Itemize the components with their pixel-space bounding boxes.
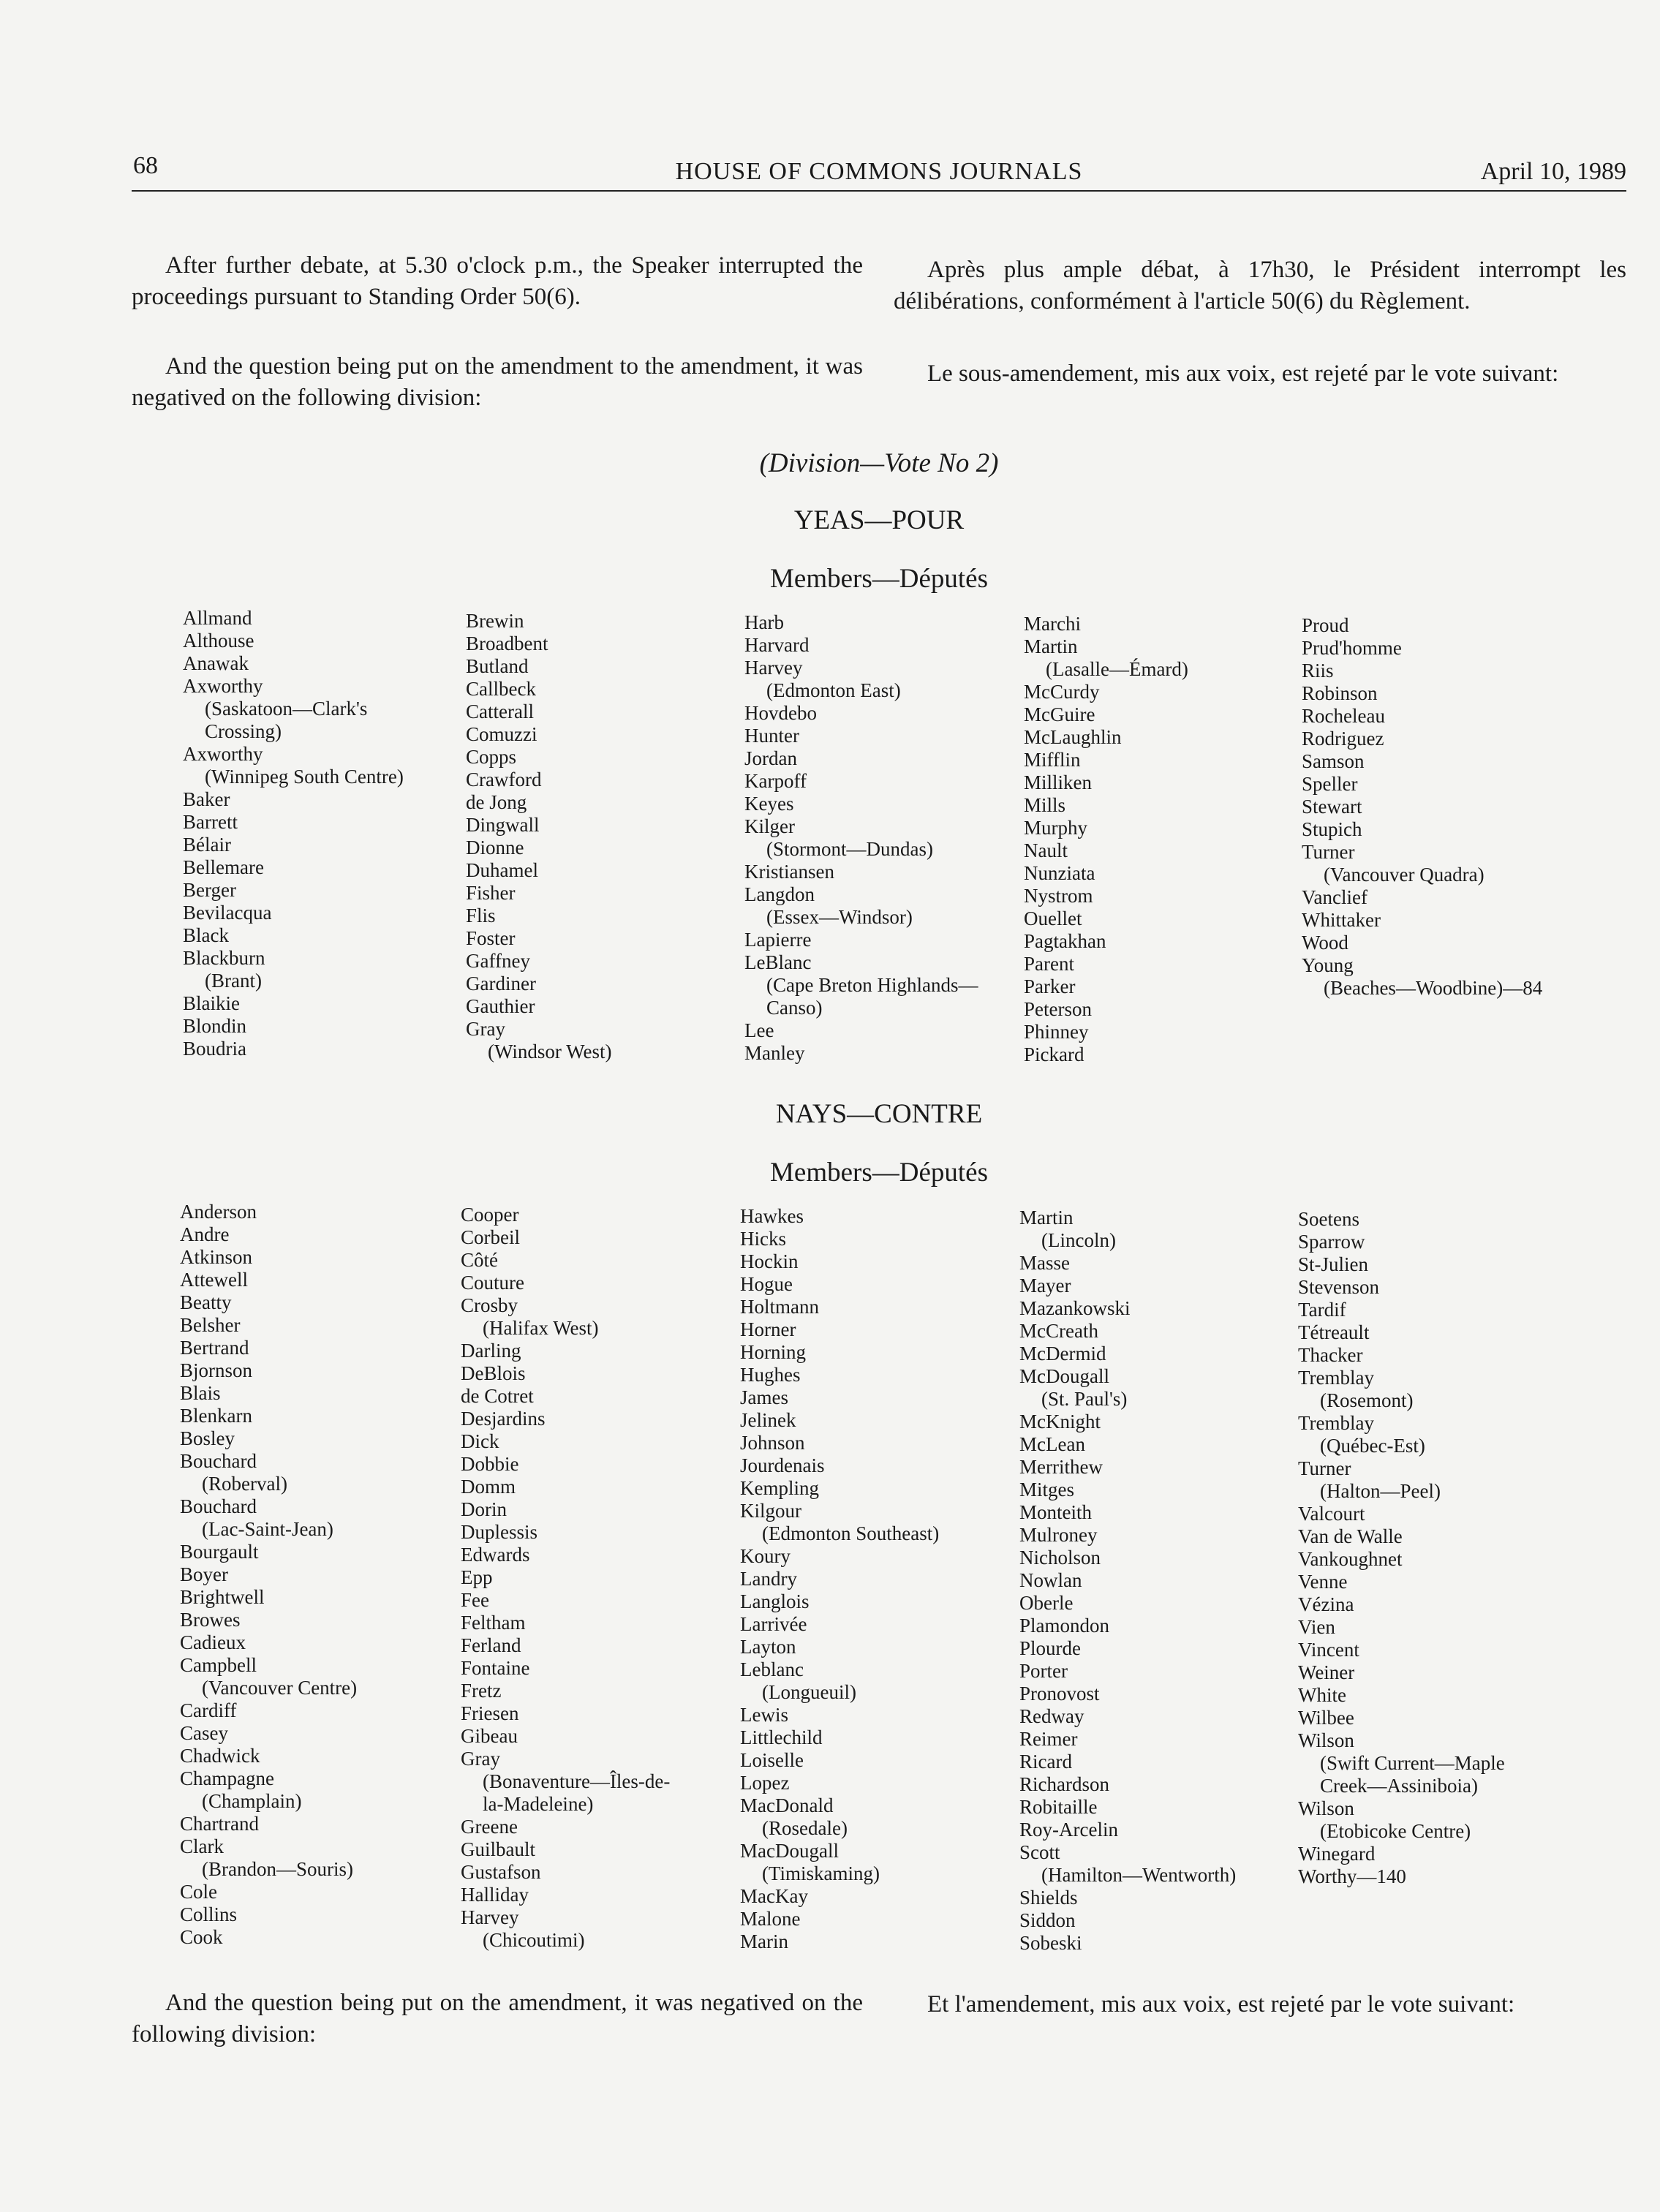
member-name: Jordan	[744, 747, 797, 769]
member-name: Mitges	[1019, 1479, 1075, 1501]
member-riding: (Stormont—Dundas)	[766, 838, 933, 860]
member-name: Jelinek	[740, 1409, 796, 1431]
member-name: Lapierre	[744, 929, 812, 951]
member-name: Horning	[740, 1341, 806, 1363]
member-name: Hogue	[740, 1273, 793, 1295]
member-name: Nault	[1024, 839, 1068, 861]
member-name: Cadieux	[180, 1631, 246, 1653]
member-name: McCreath	[1019, 1320, 1098, 1342]
member-name: Fontaine	[461, 1657, 530, 1679]
member-name: Keyes	[744, 793, 794, 815]
member-name: Collins	[180, 1903, 238, 1925]
member-name: Vincent	[1298, 1639, 1359, 1661]
member-name: Harvey	[461, 1906, 519, 1928]
member-name: Richardson	[1019, 1773, 1109, 1795]
member-name: Langlois	[740, 1590, 810, 1612]
member-name: McDougall	[1019, 1365, 1109, 1387]
member-name: Sparrow	[1298, 1231, 1365, 1253]
paragraph-en-amendment: And the question being put on the amendment, it was negatived on the following division:	[132, 1990, 863, 2047]
member-name: Gauthier	[466, 995, 535, 1017]
member-name: Broadbent	[466, 633, 548, 654]
member-name: Whittaker	[1302, 909, 1381, 931]
member-name: Langdon	[744, 883, 815, 905]
member-name: Venne	[1298, 1571, 1348, 1593]
member-name: Gustafson	[461, 1861, 541, 1883]
member-riding: Crossing)	[205, 720, 282, 742]
member-name: Axworthy	[183, 675, 263, 697]
member-riding: (Brant)	[205, 970, 262, 992]
member-name: Blenkarn	[180, 1405, 252, 1427]
member-name: Hicks	[740, 1228, 786, 1250]
member-name: Greene	[461, 1816, 518, 1838]
member-name: Mazankowski	[1019, 1297, 1131, 1319]
member-name: Manley	[744, 1042, 805, 1064]
member-name: White	[1298, 1684, 1346, 1706]
nays-column-4	[1019, 1207, 1236, 1955]
member-name: Pickard	[1024, 1043, 1084, 1065]
member-name: Riis	[1302, 660, 1334, 682]
member-name: Kilgour	[740, 1500, 801, 1522]
page-header	[132, 152, 1626, 192]
yeas-column-1	[183, 607, 404, 1060]
member-name: James	[740, 1386, 788, 1408]
member-name: Bouchard	[180, 1495, 257, 1517]
member-name: Redway	[1019, 1705, 1084, 1727]
member-name: Proud	[1302, 614, 1349, 636]
member-name: Merrithew	[1019, 1456, 1103, 1478]
member-name: Tremblay	[1298, 1412, 1375, 1434]
member-name: Côté	[461, 1249, 498, 1271]
member-name: Mayer	[1019, 1275, 1071, 1296]
yeas-column-4	[1024, 613, 1188, 1066]
member-riding: (Lincoln)	[1041, 1229, 1116, 1251]
member-name: Kristiansen	[744, 861, 834, 883]
member-name: Kilger	[744, 815, 795, 837]
member-riding: (Winnipeg South Centre)	[205, 766, 404, 788]
member-riding: (Essex—Windsor)	[766, 906, 913, 928]
member-name: Guilbault	[461, 1838, 535, 1860]
member-riding: (Etobicoke Centre)	[1320, 1820, 1471, 1842]
member-name: Siddon	[1019, 1909, 1076, 1931]
member-name: Cole	[180, 1881, 217, 1903]
member-name: Dingwall	[466, 814, 540, 836]
member-name: Larrivée	[740, 1613, 807, 1635]
member-name: Berger	[183, 879, 236, 901]
member-name: Allmand	[183, 607, 252, 629]
member-riding: (Edmonton Southeast)	[762, 1522, 940, 1544]
member-name: DeBlois	[461, 1362, 526, 1384]
member-name: Bouchard	[180, 1450, 257, 1472]
member-name: MacDougall	[740, 1840, 839, 1862]
member-name: Sobeski	[1019, 1932, 1082, 1954]
member-name: Koury	[740, 1545, 791, 1567]
member-riding: la-Madeleine)	[483, 1793, 594, 1815]
member-riding: (Halifax West)	[483, 1317, 599, 1339]
member-name: McCurdy	[1024, 681, 1100, 703]
member-name: Wilson	[1298, 1729, 1354, 1751]
member-name: MacKay	[740, 1885, 808, 1907]
member-name: Mills	[1024, 794, 1066, 816]
member-name: McDermid	[1019, 1343, 1106, 1364]
nays-column-5	[1298, 1208, 1505, 1888]
member-name: Hughes	[740, 1364, 801, 1386]
member-name: Duplessis	[461, 1521, 538, 1543]
member-name: Blaikie	[183, 992, 240, 1014]
member-name: Robinson	[1302, 682, 1378, 704]
member-name: Couture	[461, 1272, 524, 1294]
paragraph-en-question: And the question being put on the amendment to the amendment, it was negatived on the following division:	[132, 353, 863, 411]
member-name: Blais	[180, 1382, 221, 1404]
member-name: Leblanc	[740, 1658, 804, 1680]
member-name: Porter	[1019, 1660, 1068, 1682]
member-name: Casey	[180, 1722, 228, 1744]
member-name: Friesen	[461, 1702, 519, 1724]
member-name: Horner	[740, 1318, 796, 1340]
member-riding: (Champlain)	[202, 1790, 302, 1812]
member-name: Layton	[740, 1636, 796, 1658]
member-name: Littlechild	[740, 1726, 823, 1748]
member-name: Tremblay	[1298, 1367, 1375, 1389]
yeas-column-2	[466, 610, 611, 1063]
member-name: Flis	[466, 905, 496, 926]
member-name: Atkinson	[180, 1246, 253, 1268]
member-name: Jourdenais	[740, 1454, 825, 1476]
member-riding: (Chicoutimi)	[483, 1929, 585, 1951]
member-name: Champagne	[180, 1767, 274, 1789]
member-name: de Jong	[466, 791, 527, 813]
member-name: Tétreault	[1298, 1321, 1370, 1343]
member-name: Martin	[1019, 1207, 1074, 1228]
member-name: Bevilacqua	[183, 902, 272, 924]
member-name: Attewell	[180, 1269, 248, 1291]
member-name: Rodriguez	[1302, 728, 1384, 750]
member-name: Wilbee	[1298, 1707, 1354, 1729]
member-name: Gray	[466, 1018, 505, 1040]
paragraph-fr-debate: Après plus ample débat, à 17h30, le Président interrompt les délibérations, conformément à l'article 50(6) du Règlement.	[894, 257, 1626, 314]
member-name: Weiner	[1298, 1661, 1355, 1683]
nays-column-3	[740, 1205, 939, 1953]
member-name: Bourgault	[180, 1541, 259, 1563]
member-name: Brewin	[466, 610, 524, 632]
member-name: Nystrom	[1024, 885, 1093, 907]
member-name: Gaffney	[466, 950, 530, 972]
yeas-members-heading: Members—Députés	[770, 564, 988, 594]
yeas-column-3	[744, 611, 978, 1065]
member-riding: (Vancouver Centre)	[202, 1677, 358, 1699]
member-name: Speller	[1302, 773, 1358, 795]
member-riding: (Lac-Saint-Jean)	[202, 1518, 333, 1540]
member-riding: (Lasalle—Émard)	[1046, 658, 1188, 680]
member-name: Fee	[461, 1589, 489, 1611]
member-name: Oberle	[1019, 1592, 1074, 1614]
member-name: Young	[1302, 954, 1354, 976]
member-riding: (Rosemont)	[1320, 1389, 1414, 1411]
member-name: Bélair	[183, 834, 231, 856]
member-name: Hunter	[744, 725, 799, 747]
member-name: Malone	[740, 1908, 801, 1930]
member-riding: (Cape Breton Highlands—	[766, 974, 978, 996]
member-name: Harvard	[744, 634, 810, 656]
member-name: Turner	[1302, 841, 1355, 863]
member-riding: (Saskatoon—Clark's	[205, 698, 368, 720]
member-name: Martin	[1024, 635, 1078, 657]
member-name: Dorin	[461, 1498, 507, 1520]
member-name: Bjornson	[180, 1359, 253, 1381]
member-riding: Creek—Assiniboia)	[1320, 1775, 1478, 1797]
member-name: Pagtakhan	[1024, 930, 1106, 952]
member-riding: (Halton—Peel)	[1320, 1480, 1441, 1502]
member-name: Catterall	[466, 701, 534, 722]
member-name: Vankoughnet	[1298, 1548, 1403, 1570]
member-name: Halliday	[461, 1884, 529, 1906]
member-name: Blondin	[183, 1015, 247, 1037]
member-name: Hockin	[740, 1250, 799, 1272]
member-name: Anderson	[180, 1201, 257, 1223]
nays-column-1	[180, 1201, 357, 1949]
member-name: Ouellet	[1024, 907, 1082, 929]
journal-title: HOUSE OF COMMONS JOURNALS	[675, 158, 1083, 185]
member-name: Holtmann	[740, 1296, 819, 1318]
member-name: Cooper	[461, 1204, 519, 1226]
member-name: Fisher	[466, 882, 516, 904]
member-name: Vien	[1298, 1616, 1335, 1638]
member-name: Boyer	[180, 1563, 228, 1585]
member-name: Butland	[466, 655, 529, 677]
member-name: McKnight	[1019, 1411, 1101, 1432]
member-name: Crawford	[466, 769, 542, 790]
member-name: Dobbie	[461, 1453, 519, 1475]
member-name: Crosby	[461, 1294, 518, 1316]
member-name: Van de Walle	[1298, 1525, 1403, 1547]
member-name: Baker	[183, 788, 230, 810]
member-name: Vézina	[1298, 1593, 1354, 1615]
member-name: Hovdebo	[744, 702, 817, 724]
member-name: Ricard	[1019, 1751, 1072, 1773]
member-name: Chadwick	[180, 1745, 260, 1767]
member-riding: (Timiskaming)	[762, 1862, 880, 1884]
member-name: Andre	[180, 1223, 230, 1245]
member-name: Marchi	[1024, 613, 1081, 635]
member-name: Comuzzi	[466, 723, 537, 745]
member-name: Stevenson	[1298, 1276, 1379, 1298]
member-name: Winegard	[1298, 1843, 1376, 1865]
member-name: LeBlanc	[744, 951, 812, 973]
member-name: Tardif	[1298, 1299, 1346, 1321]
member-name: Johnson	[740, 1432, 805, 1454]
member-name: Edwards	[461, 1544, 530, 1566]
member-name: Landry	[740, 1568, 797, 1590]
member-name: Blackburn	[183, 947, 265, 969]
member-riding: (Bonaventure—Îles-de-	[483, 1770, 671, 1792]
member-name: Stewart	[1302, 796, 1362, 818]
member-name: Dick	[461, 1430, 499, 1452]
member-riding: (Edmonton East)	[766, 679, 901, 701]
member-name: Peterson	[1024, 998, 1092, 1020]
member-name: Plamondon	[1019, 1615, 1110, 1637]
member-name: Kempling	[740, 1477, 819, 1499]
member-riding: (Vancouver Quadra)	[1324, 864, 1484, 886]
member-name: Gibeau	[461, 1725, 518, 1747]
member-name: Valcourt	[1298, 1503, 1365, 1525]
member-name: Masse	[1019, 1252, 1070, 1274]
member-name: Black	[183, 924, 229, 946]
member-name: Cook	[180, 1926, 223, 1948]
member-name: Marin	[740, 1930, 788, 1952]
member-name: Bosley	[180, 1427, 235, 1449]
member-name: Browes	[180, 1609, 241, 1631]
member-name: Darling	[461, 1340, 521, 1362]
member-name: Scott	[1019, 1841, 1060, 1863]
member-name: Ferland	[461, 1634, 521, 1656]
member-name: McGuire	[1024, 703, 1095, 725]
member-riding: (Rosedale)	[762, 1817, 848, 1839]
paragraph-en-debate: After further debate, at 5.30 o'clock p.m., the Speaker interrupted the proceedings pursuant to Standing Order 50(6).	[132, 252, 863, 310]
member-name: Althouse	[183, 630, 254, 652]
journal-date: April 10, 1989	[1480, 158, 1626, 185]
member-name: Vanclief	[1302, 886, 1367, 908]
member-name: Gardiner	[466, 973, 536, 994]
paragraph-fr-question: Le sous-amendement, mis aux voix, est rejeté par le vote suivant:	[927, 361, 1559, 387]
member-name: Karpoff	[744, 770, 807, 792]
member-name: Soetens	[1298, 1208, 1359, 1230]
nays-heading: NAYS—CONTRE	[775, 1099, 983, 1129]
paragraph-fr-amendment: Et l'amendement, mis aux voix, est rejeté par le vote suivant:	[927, 1991, 1515, 2017]
member-name: Boudria	[183, 1038, 246, 1060]
member-riding: (Longueuil)	[762, 1681, 856, 1703]
member-name: MacDonald	[740, 1794, 834, 1816]
member-name: Turner	[1298, 1457, 1351, 1479]
member-name: Bellemare	[183, 856, 264, 878]
member-name: Domm	[461, 1476, 516, 1498]
member-riding: (Québec-Est)	[1320, 1435, 1425, 1457]
member-riding: (Beaches—Woodbine)—84	[1324, 977, 1543, 999]
member-name: Harvey	[744, 657, 803, 679]
member-name: Cardiff	[180, 1699, 237, 1721]
page-number: 68	[133, 152, 158, 179]
member-name: Nunziata	[1024, 862, 1095, 884]
member-name: Gray	[461, 1748, 500, 1770]
member-name: Nicholson	[1019, 1547, 1101, 1569]
member-name: Parent	[1024, 953, 1074, 975]
member-name: Prud'homme	[1302, 637, 1402, 659]
member-name: Epp	[461, 1566, 493, 1588]
member-name: Thacker	[1298, 1344, 1363, 1366]
member-name: Stupich	[1302, 818, 1362, 840]
member-name: Belsher	[180, 1314, 241, 1336]
member-name: Copps	[466, 746, 517, 768]
member-name: St-Julien	[1298, 1253, 1369, 1275]
member-name: Fretz	[461, 1680, 502, 1702]
member-riding: (Swift Current—Maple	[1320, 1752, 1505, 1774]
nays-column-2	[461, 1204, 670, 1952]
member-riding: Canso)	[766, 997, 823, 1019]
member-name: Bertrand	[180, 1337, 249, 1359]
member-name: Beatty	[180, 1291, 232, 1313]
member-name: Phinney	[1024, 1021, 1089, 1043]
division-label: (Division—Vote No 2)	[759, 448, 999, 478]
member-name: Plourde	[1019, 1637, 1081, 1659]
yeas-heading: YEAS—POUR	[793, 505, 965, 535]
member-name: Corbeil	[461, 1226, 520, 1248]
member-name: Hawkes	[740, 1205, 804, 1227]
member-name: Samson	[1302, 750, 1365, 772]
member-name: Rocheleau	[1302, 705, 1385, 727]
member-name: Reimer	[1019, 1728, 1078, 1750]
member-name: McLean	[1019, 1433, 1085, 1455]
member-name: Robitaille	[1019, 1796, 1098, 1818]
member-name: Brightwell	[180, 1586, 265, 1608]
member-name: Dionne	[466, 837, 524, 858]
member-name: Wilson	[1298, 1797, 1354, 1819]
member-name: Lewis	[740, 1704, 788, 1726]
member-name: Loiselle	[740, 1749, 804, 1771]
member-name: Roy-Arcelin	[1019, 1819, 1118, 1841]
member-name: Parker	[1024, 975, 1076, 997]
member-name: Lopez	[740, 1772, 790, 1794]
member-riding: (Brandon—Souris)	[202, 1858, 353, 1880]
member-riding: (Windsor West)	[488, 1041, 612, 1062]
member-name: Callbeck	[466, 678, 536, 700]
nays-members-heading: Members—Députés	[770, 1158, 988, 1188]
member-name: Axworthy	[183, 743, 263, 765]
member-name: Pronovost	[1019, 1683, 1100, 1705]
member-name: Worthy—140	[1298, 1865, 1406, 1887]
member-name: Murphy	[1024, 817, 1087, 839]
member-name: Desjardins	[461, 1408, 546, 1430]
member-name: Mifflin	[1024, 749, 1081, 771]
member-name: Barrett	[183, 811, 238, 833]
member-name: Milliken	[1024, 771, 1092, 793]
member-name: Feltham	[461, 1612, 526, 1634]
yeas-column-5	[1302, 614, 1542, 1000]
member-riding: (Hamilton—Wentworth)	[1041, 1864, 1237, 1886]
member-name: Foster	[466, 927, 516, 949]
member-name: de Cotret	[461, 1385, 534, 1407]
member-name: Nowlan	[1019, 1569, 1082, 1591]
member-name: Campbell	[180, 1654, 257, 1676]
member-riding: (Roberval)	[202, 1473, 287, 1495]
member-name: Harb	[744, 611, 784, 633]
member-name: McLaughlin	[1024, 726, 1122, 748]
member-name: Clark	[180, 1835, 224, 1857]
member-name: Wood	[1302, 932, 1348, 954]
member-name: Anawak	[183, 652, 249, 674]
member-name: Mulroney	[1019, 1524, 1098, 1546]
member-name: Monteith	[1019, 1501, 1092, 1523]
member-name: Chartrand	[180, 1813, 259, 1835]
member-name: Shields	[1019, 1887, 1078, 1909]
member-riding: (St. Paul's)	[1041, 1388, 1128, 1410]
member-name: Lee	[744, 1019, 774, 1041]
member-name: Duhamel	[466, 859, 538, 881]
